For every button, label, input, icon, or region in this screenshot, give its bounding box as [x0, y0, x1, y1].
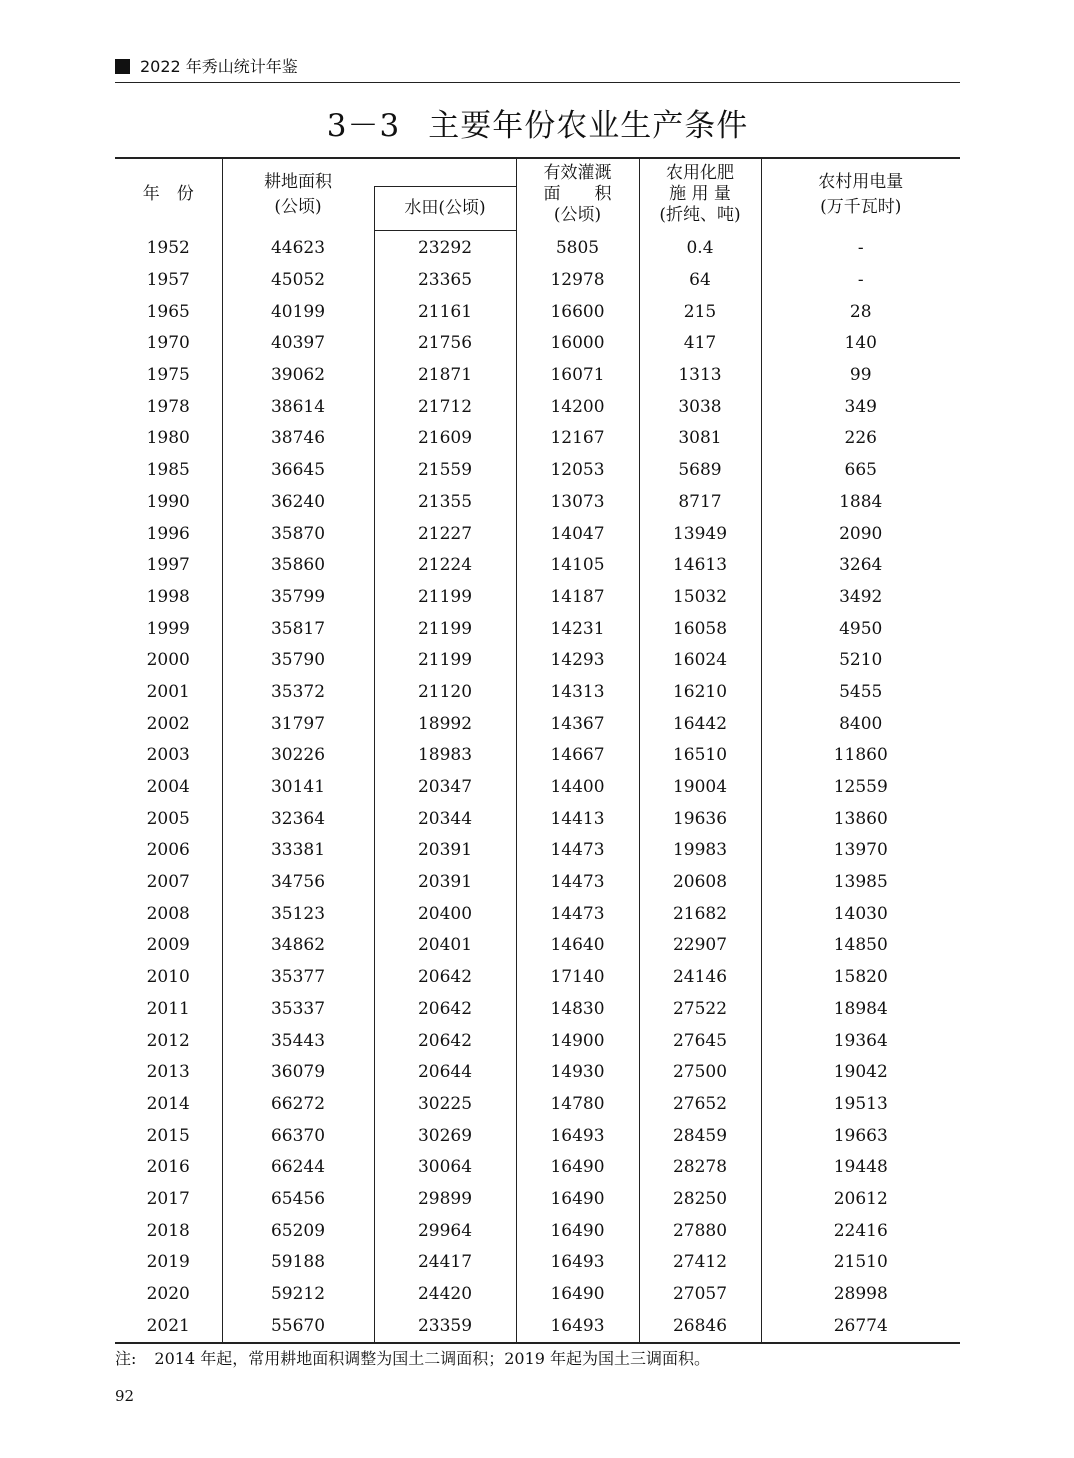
- cell-paddy: 21227: [374, 518, 516, 550]
- table-row: [115, 898, 960, 930]
- cell-arable: 34862: [222, 930, 374, 962]
- cell-paddy: 23365: [374, 264, 516, 296]
- cell-fertilizer: 28278: [639, 1151, 761, 1183]
- cell-paddy: 24420: [374, 1278, 516, 1310]
- cell-irrigated: 17140: [516, 961, 639, 993]
- cell-fertilizer: 14613: [639, 549, 761, 581]
- cell-irrigated: 12978: [516, 264, 639, 296]
- cell-electricity: 13860: [761, 803, 960, 835]
- cell-paddy: 20344: [374, 803, 516, 835]
- cell-year: 2005: [146, 808, 190, 829]
- header-square-icon: [115, 59, 130, 74]
- cell-arable: 66272: [222, 1088, 374, 1120]
- cell-irrigated: 16600: [516, 296, 639, 328]
- page-number: 92: [115, 1387, 135, 1405]
- cell-year: 2004: [146, 777, 190, 798]
- cell-irrigated: 14187: [516, 581, 639, 613]
- cell-arable: 35817: [222, 613, 374, 645]
- cell-paddy: 21161: [374, 296, 516, 328]
- table-row: [115, 740, 960, 772]
- cell-paddy: 21199: [374, 581, 516, 613]
- table-row: [115, 1310, 960, 1343]
- cell-arable: 33381: [222, 835, 374, 867]
- cell-electricity: 3492: [761, 581, 960, 613]
- header-year-label: 年 份: [142, 184, 194, 204]
- cell-arable: 35337: [222, 993, 374, 1025]
- cell-irrigated: 14367: [516, 708, 639, 740]
- table-row: [115, 835, 960, 867]
- cell-paddy: 20642: [374, 961, 516, 993]
- table-row: [115, 866, 960, 898]
- cell-arable: 35123: [222, 898, 374, 930]
- header-electricity-line1: 农村用电量: [818, 171, 904, 192]
- cell-arable: 35870: [222, 518, 374, 550]
- cell-irrigated: 16490: [516, 1183, 639, 1215]
- cell-year: 1999: [146, 618, 190, 639]
- header-electricity: [761, 158, 960, 230]
- cell-year: 2001: [146, 681, 190, 702]
- cell-paddy: 20400: [374, 898, 516, 930]
- cell-irrigated: 14047: [516, 518, 639, 550]
- cell-year: 2003: [146, 745, 190, 766]
- cell-fertilizer: 22907: [639, 930, 761, 962]
- header-paddy-label: 水田(公顷): [404, 197, 486, 218]
- cell-fertilizer: 16058: [639, 613, 761, 645]
- cell-arable: 40397: [222, 328, 374, 360]
- cell-electricity: 8400: [761, 708, 960, 740]
- cell-fertilizer: 13949: [639, 518, 761, 550]
- cell-year: 2006: [146, 840, 190, 861]
- header-arable-line2: (公顷): [274, 196, 322, 217]
- cell-irrigated: 16490: [516, 1215, 639, 1247]
- cell-electricity: 99: [761, 359, 960, 391]
- table-row: [115, 423, 960, 455]
- cell-fertilizer: 27522: [639, 993, 761, 1025]
- table-title: [115, 100, 960, 145]
- cell-irrigated: 13073: [516, 486, 639, 518]
- cell-year: 2015: [146, 1125, 190, 1146]
- cell-paddy: 24417: [374, 1247, 516, 1279]
- cell-paddy: 30225: [374, 1088, 516, 1120]
- cell-paddy: 20642: [374, 993, 516, 1025]
- cell-fertilizer: 19983: [639, 835, 761, 867]
- cell-year: 2013: [146, 1062, 190, 1083]
- footnote-text: 2014 年起，常用耕地面积调整为国土二调面积；2019 年起为国土三调面积。: [154, 1349, 711, 1368]
- header-irrigated-line1: 有效灌溉: [543, 163, 612, 183]
- cell-arable: 36645: [222, 454, 374, 486]
- cell-fertilizer: 5689: [639, 454, 761, 486]
- cell-irrigated: 14105: [516, 549, 639, 581]
- cell-arable: 38614: [222, 391, 374, 423]
- cell-arable: 45052: [222, 264, 374, 296]
- cell-electricity: 19042: [761, 1056, 960, 1088]
- cell-year: 1970: [146, 333, 190, 354]
- book-title: 2022 年秀山统计年鉴: [140, 57, 298, 76]
- cell-arable: 34756: [222, 866, 374, 898]
- cell-year: 2011: [146, 998, 190, 1019]
- header-fertilizer-line1: 农用化肥: [666, 163, 734, 183]
- cell-electricity: 19513: [761, 1088, 960, 1120]
- cell-fertilizer: 16510: [639, 740, 761, 772]
- cell-year: 1965: [146, 301, 190, 322]
- table-row: [115, 296, 960, 328]
- cell-irrigated: 16490: [516, 1278, 639, 1310]
- cell-electricity: 28: [761, 296, 960, 328]
- cell-year: 2009: [146, 935, 190, 956]
- cell-year: 2020: [146, 1284, 190, 1305]
- cell-electricity: 140: [761, 328, 960, 360]
- cell-electricity: 18984: [761, 993, 960, 1025]
- table-row: [115, 676, 960, 708]
- cell-fertilizer: 417: [639, 328, 761, 360]
- cell-arable: 35372: [222, 676, 374, 708]
- cell-paddy: 30269: [374, 1120, 516, 1152]
- table-row: [115, 961, 960, 993]
- cell-irrigated: 14830: [516, 993, 639, 1025]
- cell-fertilizer: 27645: [639, 1025, 761, 1057]
- cell-fertilizer: 27652: [639, 1088, 761, 1120]
- cell-paddy: 20401: [374, 930, 516, 962]
- table-row: [115, 1025, 960, 1057]
- table-row: [115, 1215, 960, 1247]
- cell-arable: 66370: [222, 1120, 374, 1152]
- header-arable-line1: 耕地面积: [264, 171, 332, 192]
- cell-paddy: 20347: [374, 771, 516, 803]
- cell-fertilizer: 21682: [639, 898, 761, 930]
- cell-year: 1997: [146, 555, 190, 576]
- cell-year: 1985: [146, 460, 190, 481]
- cell-year: 2021: [115, 1310, 222, 1343]
- cell-electricity: 26774: [761, 1310, 960, 1343]
- cell-paddy: 20391: [374, 866, 516, 898]
- cell-year: 1980: [146, 428, 190, 449]
- cell-electricity: 19448: [761, 1151, 960, 1183]
- header-irrigated-line3: (公顷): [553, 205, 602, 225]
- table-row: [115, 1183, 960, 1215]
- cell-arable: 39062: [222, 359, 374, 391]
- cell-irrigated: 14413: [516, 803, 639, 835]
- cell-electricity: 21510: [761, 1247, 960, 1279]
- cell-electricity: 665: [761, 454, 960, 486]
- cell-irrigated: 14200: [516, 391, 639, 423]
- cell-paddy: 21120: [374, 676, 516, 708]
- table-row: [115, 1151, 960, 1183]
- table-row: [115, 613, 960, 645]
- cell-electricity: -: [761, 230, 960, 264]
- cell-year: 2000: [146, 650, 190, 671]
- cell-fertilizer: 20608: [639, 866, 761, 898]
- page-header: [115, 56, 960, 83]
- cell-arable: 36240: [222, 486, 374, 518]
- cell-paddy: 21199: [374, 613, 516, 645]
- cell-arable: 35790: [222, 644, 374, 676]
- cell-electricity: 11860: [761, 740, 960, 772]
- table-row: [115, 1247, 960, 1279]
- table-row: [115, 930, 960, 962]
- table-row: [115, 1278, 960, 1310]
- header-fertilizer: [639, 158, 761, 230]
- cell-electricity: 2090: [761, 518, 960, 550]
- cell-irrigated: 16493: [516, 1247, 639, 1279]
- table-row: [115, 993, 960, 1025]
- cell-irrigated: 14473: [516, 835, 639, 867]
- cell-irrigated: 14313: [516, 676, 639, 708]
- cell-electricity: 19364: [761, 1025, 960, 1057]
- cell-fertilizer: 3081: [639, 423, 761, 455]
- cell-arable: 35443: [222, 1025, 374, 1057]
- cell-irrigated: 12053: [516, 454, 639, 486]
- cell-irrigated: 14473: [516, 898, 639, 930]
- footnote: [115, 1346, 710, 1369]
- data-table: [115, 157, 960, 1344]
- cell-electricity: 15820: [761, 961, 960, 993]
- cell-year: 1996: [146, 523, 190, 544]
- cell-fertilizer: 27057: [639, 1278, 761, 1310]
- cell-fertilizer: 64: [639, 264, 761, 296]
- cell-paddy: 21609: [374, 423, 516, 455]
- cell-arable: 30141: [222, 771, 374, 803]
- cell-irrigated: 14930: [516, 1056, 639, 1088]
- cell-paddy: 30064: [374, 1151, 516, 1183]
- cell-fertilizer: 26846: [639, 1310, 761, 1343]
- cell-year: 2012: [146, 1030, 190, 1051]
- footnote-label: 注:: [115, 1349, 137, 1368]
- cell-arable: 65209: [222, 1215, 374, 1247]
- cell-year: 2008: [146, 903, 190, 924]
- cell-electricity: 28998: [761, 1278, 960, 1310]
- cell-arable: 44623: [222, 230, 374, 264]
- cell-electricity: 13970: [761, 835, 960, 867]
- cell-arable: 35799: [222, 581, 374, 613]
- cell-paddy: 21756: [374, 328, 516, 360]
- header-paddy-spacer: [374, 158, 516, 186]
- cell-fertilizer: 24146: [639, 961, 761, 993]
- cell-irrigated: 16000: [516, 328, 639, 360]
- header-paddy: [374, 186, 516, 230]
- cell-electricity: 5210: [761, 644, 960, 676]
- table-row: [115, 803, 960, 835]
- cell-paddy: 21224: [374, 549, 516, 581]
- cell-fertilizer: 16210: [639, 676, 761, 708]
- cell-paddy: 21355: [374, 486, 516, 518]
- table-row: [115, 1056, 960, 1088]
- cell-electricity: 349: [761, 391, 960, 423]
- cell-irrigated: 16071: [516, 359, 639, 391]
- table-row: [115, 391, 960, 423]
- cell-irrigated: 14400: [516, 771, 639, 803]
- table-row: [115, 1088, 960, 1120]
- cell-arable: 65456: [222, 1183, 374, 1215]
- cell-arable: 31797: [222, 708, 374, 740]
- cell-electricity: 12559: [761, 771, 960, 803]
- cell-fertilizer: 16024: [639, 644, 761, 676]
- cell-paddy: 20642: [374, 1025, 516, 1057]
- table-body: [115, 230, 960, 1343]
- cell-arable: 32364: [222, 803, 374, 835]
- cell-fertilizer: 0.4: [639, 230, 761, 264]
- cell-irrigated: 16493: [516, 1310, 639, 1343]
- cell-electricity: 13985: [761, 866, 960, 898]
- table-row: [115, 708, 960, 740]
- cell-irrigated: 14293: [516, 644, 639, 676]
- cell-year: 2002: [146, 713, 190, 734]
- header-fertilizer-line2: 施 用 量: [669, 184, 731, 204]
- table-row: [115, 486, 960, 518]
- cell-paddy: 20644: [374, 1056, 516, 1088]
- cell-electricity: 19663: [761, 1120, 960, 1152]
- cell-electricity: 14030: [761, 898, 960, 930]
- table-row: [115, 359, 960, 391]
- cell-paddy: 21871: [374, 359, 516, 391]
- cell-electricity: 4950: [761, 613, 960, 645]
- cell-year: 1990: [146, 491, 190, 512]
- cell-electricity: 226: [761, 423, 960, 455]
- cell-fertilizer: 19004: [639, 771, 761, 803]
- cell-year: 2007: [146, 872, 190, 893]
- cell-year: 2019: [146, 1252, 190, 1273]
- cell-irrigated: 14667: [516, 740, 639, 772]
- cell-year: 1998: [146, 586, 190, 607]
- cell-arable: 35377: [222, 961, 374, 993]
- cell-arable: 40199: [222, 296, 374, 328]
- table-row: [115, 581, 960, 613]
- cell-irrigated: 16493: [516, 1120, 639, 1152]
- table-title-text: 主要年份农业生产条件: [428, 108, 749, 144]
- cell-irrigated: 5805: [516, 230, 639, 264]
- cell-arable: 36079: [222, 1056, 374, 1088]
- cell-arable: 38746: [222, 423, 374, 455]
- cell-fertilizer: 15032: [639, 581, 761, 613]
- table-row: [115, 644, 960, 676]
- table-number: 3－3: [326, 108, 401, 144]
- table-row: [115, 264, 960, 296]
- cell-irrigated: 14780: [516, 1088, 639, 1120]
- cell-arable: 35860: [222, 549, 374, 581]
- table-row: [115, 328, 960, 360]
- table-row: [115, 549, 960, 581]
- cell-electricity: 5455: [761, 676, 960, 708]
- cell-paddy: 18983: [374, 740, 516, 772]
- header-irrigated-line2: 面 积: [543, 184, 612, 204]
- cell-fertilizer: 1313: [639, 359, 761, 391]
- cell-year: 1957: [146, 270, 190, 291]
- header-electricity-line2: (万千瓦时): [820, 196, 902, 217]
- cell-paddy: 21712: [374, 391, 516, 423]
- cell-paddy: 18992: [374, 708, 516, 740]
- cell-year: 1978: [146, 396, 190, 417]
- table-row: [115, 230, 960, 264]
- cell-fertilizer: 19636: [639, 803, 761, 835]
- cell-fertilizer: 28250: [639, 1183, 761, 1215]
- cell-electricity: 1884: [761, 486, 960, 518]
- cell-paddy: 21199: [374, 644, 516, 676]
- table-row: [115, 454, 960, 486]
- cell-fertilizer: 27880: [639, 1215, 761, 1247]
- cell-fertilizer: 215: [639, 296, 761, 328]
- cell-electricity: 14850: [761, 930, 960, 962]
- header-arable: [222, 158, 374, 230]
- cell-year: 2010: [146, 967, 190, 988]
- cell-electricity: 3264: [761, 549, 960, 581]
- cell-year: 2018: [146, 1220, 190, 1241]
- cell-year: 2016: [146, 1157, 190, 1178]
- cell-electricity: -: [761, 264, 960, 296]
- cell-year: 1975: [146, 365, 190, 386]
- cell-electricity: 20612: [761, 1183, 960, 1215]
- cell-irrigated: 12167: [516, 423, 639, 455]
- cell-arable: 59188: [222, 1247, 374, 1279]
- cell-arable: 30226: [222, 740, 374, 772]
- cell-fertilizer: 27412: [639, 1247, 761, 1279]
- cell-paddy: 29964: [374, 1215, 516, 1247]
- cell-paddy: 20391: [374, 835, 516, 867]
- cell-irrigated: 16490: [516, 1151, 639, 1183]
- table-row: [115, 771, 960, 803]
- header-year: [115, 158, 222, 230]
- cell-year: 1952: [146, 238, 190, 259]
- table-row: [115, 1120, 960, 1152]
- cell-paddy: 29899: [374, 1183, 516, 1215]
- cell-irrigated: 14900: [516, 1025, 639, 1057]
- cell-arable: 55670: [222, 1310, 374, 1343]
- cell-paddy: 23359: [374, 1310, 516, 1343]
- cell-arable: 59212: [222, 1278, 374, 1310]
- cell-electricity: 22416: [761, 1215, 960, 1247]
- cell-arable: 66244: [222, 1151, 374, 1183]
- cell-fertilizer: 16442: [639, 708, 761, 740]
- header-irrigated: [516, 158, 639, 230]
- cell-fertilizer: 8717: [639, 486, 761, 518]
- cell-fertilizer: 28459: [639, 1120, 761, 1152]
- cell-year: 2014: [146, 1093, 190, 1114]
- cell-fertilizer: 27500: [639, 1056, 761, 1088]
- header-fertilizer-line3: (折纯、吨): [659, 205, 741, 225]
- cell-year: 2017: [146, 1188, 190, 1209]
- cell-irrigated: 14473: [516, 866, 639, 898]
- cell-fertilizer: 3038: [639, 391, 761, 423]
- cell-paddy: 21559: [374, 454, 516, 486]
- cell-irrigated: 14231: [516, 613, 639, 645]
- cell-irrigated: 14640: [516, 930, 639, 962]
- table-row: [115, 518, 960, 550]
- cell-paddy: 23292: [374, 230, 516, 264]
